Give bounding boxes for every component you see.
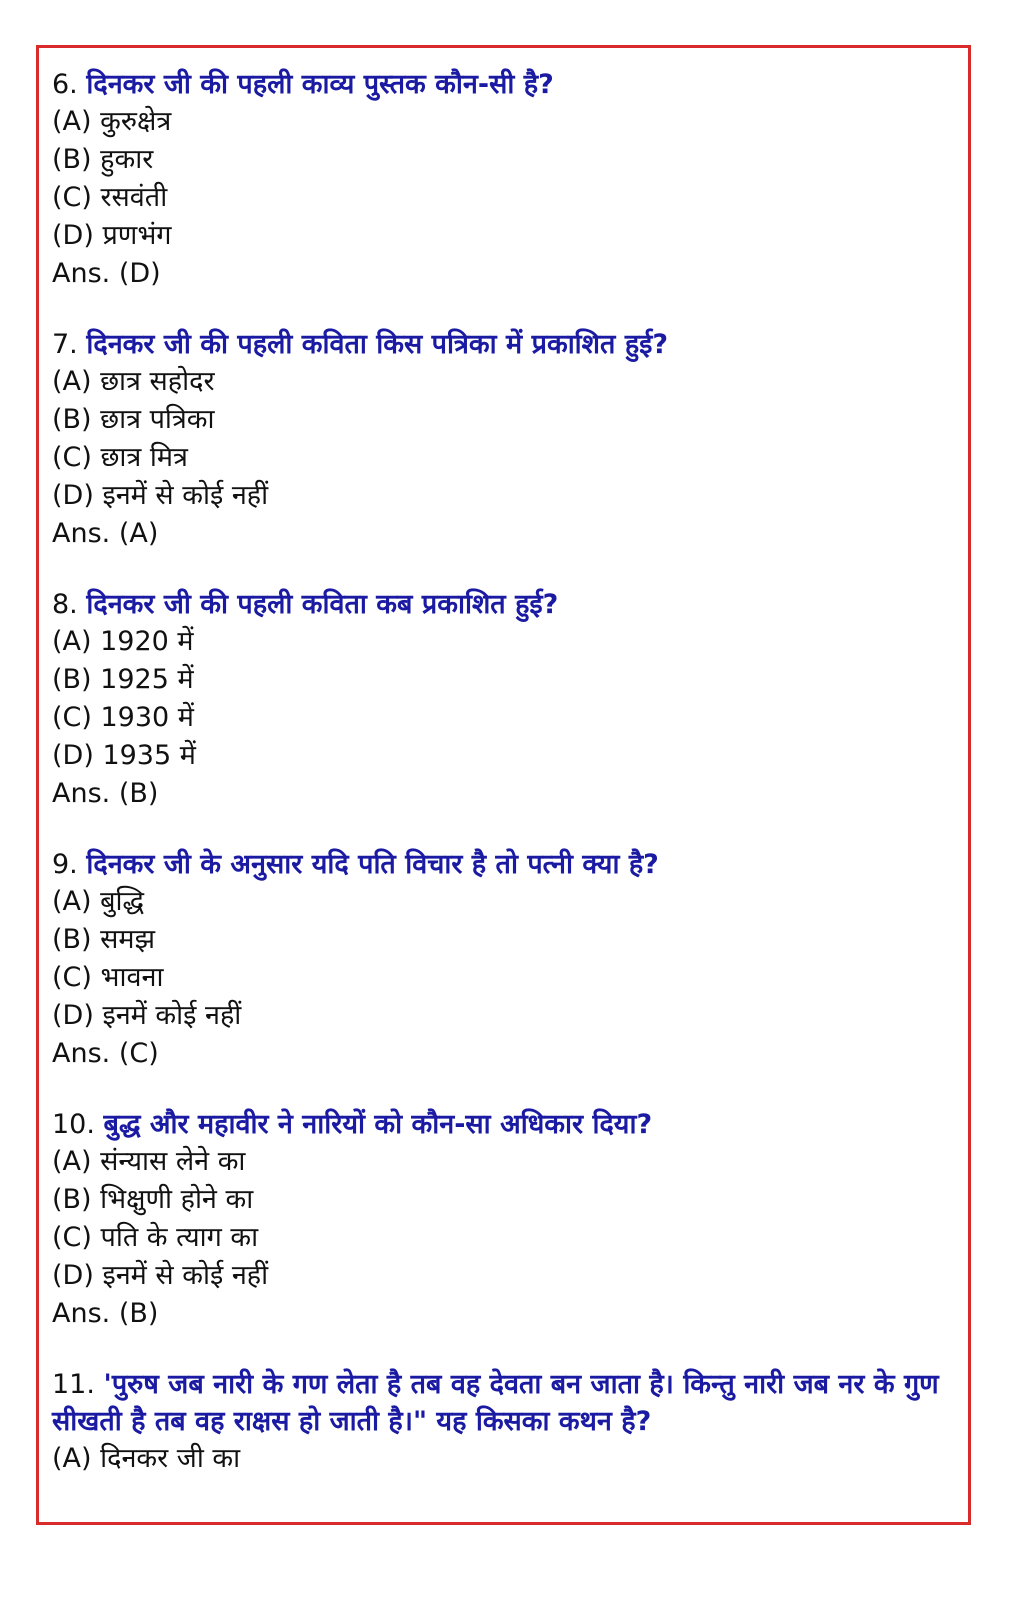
- question-number: 6.: [52, 69, 78, 100]
- question-text: दिनकर जी की पहली कविता किस पत्रिका में प्रकाशित हुई?: [86, 329, 669, 360]
- option-b: (B) हुकार: [52, 144, 154, 175]
- question-title: [52, 1106, 954, 1143]
- question-title: [52, 846, 954, 883]
- question-11: [52, 1366, 954, 1478]
- question-text: दिनकर जी की पहली कविता कब प्रकाशित हुई?: [86, 589, 559, 620]
- option-b: (B) समझ: [52, 924, 155, 955]
- option-b: (B) 1925 में: [52, 664, 194, 695]
- option-c: (C) भावना: [52, 962, 164, 993]
- question-6: [52, 66, 954, 293]
- option-d: (D) इनमें से कोई नहीं: [52, 1260, 269, 1291]
- question-text: दिनकर जी के अनुसार यदि पति विचार है तो पत्नी क्या है?: [86, 849, 659, 880]
- option-a: (A) कुरुक्षेत्र: [52, 106, 172, 137]
- question-title: [52, 66, 954, 103]
- question-title: [52, 586, 954, 623]
- answer: Ans. (A): [52, 518, 159, 549]
- question-list: [52, 66, 954, 1511]
- option-c: (C) छात्र मित्र: [52, 442, 188, 473]
- option-a: (A) बुद्धि: [52, 886, 145, 917]
- option-d: (D) प्रणभंग: [52, 220, 172, 251]
- option-d: (D) इनमें से कोई नहीं: [52, 480, 269, 511]
- answer: Ans. (B): [52, 1298, 159, 1329]
- question-number: 11.: [52, 1369, 95, 1400]
- option-c: (C) रसवंती: [52, 182, 168, 213]
- option-a: (A) संन्यास लेने का: [52, 1146, 246, 1177]
- question-title: [52, 326, 954, 363]
- question-number: 8.: [52, 589, 78, 620]
- answer: Ans. (C): [52, 1038, 159, 1069]
- answer: Ans. (B): [52, 778, 159, 809]
- question-frame: [36, 45, 971, 1525]
- question-text: दिनकर जी की पहली काव्य पुस्तक कौन-सी है?: [86, 69, 554, 100]
- option-d: (D) इनमें कोई नहीं: [52, 1000, 242, 1031]
- option-c: (C) 1930 में: [52, 702, 194, 733]
- option-a: (A) छात्र सहोदर: [52, 366, 215, 397]
- question-number: 9.: [52, 849, 78, 880]
- question-10: [52, 1106, 954, 1333]
- option-a: (A) दिनकर जी का: [52, 1443, 241, 1474]
- question-title: [52, 1366, 954, 1440]
- question-text: 'पुरुष जब नारी के गण लेता है तब वह देवता बन जाता है। किन्तु नारी जब नर के गुण सीखती है तब वह राक्षस हो जाती है।" यह किसका कथन है?: [52, 1369, 939, 1437]
- question-number: 7.: [52, 329, 78, 360]
- option-d: (D) 1935 में: [52, 740, 196, 771]
- option-c: (C) पति के त्याग का: [52, 1222, 259, 1253]
- option-b: (B) छात्र पत्रिका: [52, 404, 215, 435]
- question-7: [52, 326, 954, 553]
- answer: Ans. (D): [52, 258, 161, 289]
- option-b: (B) भिक्षुणी होने का: [52, 1184, 254, 1215]
- option-a: (A) 1920 में: [52, 626, 194, 657]
- question-number: 10.: [52, 1109, 95, 1140]
- question-8: [52, 586, 954, 813]
- question-text: बुद्ध और महावीर ने नारियों को कौन-सा अधिकार दिया?: [103, 1109, 653, 1140]
- question-9: [52, 846, 954, 1073]
